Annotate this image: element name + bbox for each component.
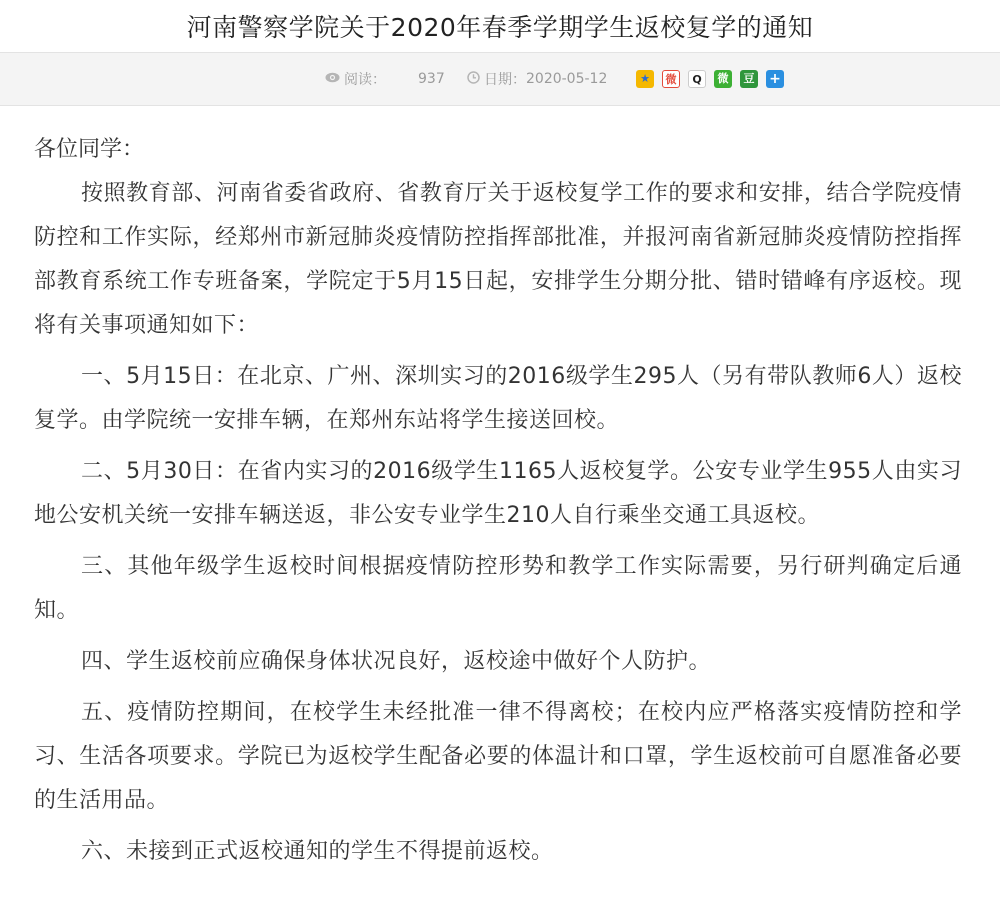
title-bar: [0, 0, 1000, 52]
date-label: 日期：: [484, 72, 526, 88]
eye-icon: [325, 71, 340, 87]
paragraph-item-2: 二、5月30日：在省内实习的2016级学生1165人返校复学。公安专业学生955人由实习地公安机关统一安排车辆送返，非公安专业学生210人自行乘坐交通工具返校。: [34, 459, 962, 528]
views-count: 937: [418, 71, 445, 87]
date-meta: [467, 69, 607, 89]
date-value: 2020-05-12: [526, 71, 608, 87]
greeting: 各位同学：: [34, 137, 145, 162]
qzone-share-icon[interactable]: ★: [636, 70, 654, 88]
article-body: [34, 128, 962, 881]
views-meta: [325, 69, 445, 89]
weibo-share-icon[interactable]: 微: [662, 70, 680, 88]
paragraph-item-5: 五、疫情防控期间，在校学生未经批准一律不得离校；在校内应严格落实疫情防控和学习、生活各项要求。学院已为返校学生配备必要的体温计和口罩，学生返校前可自愿准备必要的生活用品。: [34, 700, 962, 813]
paragraph-item-3: 三、其他年级学生返校时间根据疫情防控形势和教学工作实际需要，另行研判确定后通知。: [34, 554, 962, 623]
douban-share-icon[interactable]: 豆: [740, 70, 758, 88]
qq-share-icon[interactable]: Q: [688, 70, 706, 88]
wechat-share-icon[interactable]: 微: [714, 70, 732, 88]
paragraph-item-6: 六、未接到正式返校通知的学生不得提前返校。: [81, 839, 554, 864]
paragraph-item-4: 四、学生返校前应确保身体状况良好，返校途中做好个人防护。: [81, 649, 712, 674]
clock-icon: [467, 71, 480, 88]
meta-bar: [0, 52, 1000, 106]
paragraph-item-1: 一、5月15日：在北京、广州、深圳实习的2016级学生295人（另有带队教师6人）返校复学。由学院统一安排车辆，在郑州东站将学生接送回校。: [34, 364, 962, 433]
share-buttons: [636, 70, 792, 88]
more-share-icon[interactable]: +: [766, 70, 784, 88]
page-title: 河南警察学院关于2020年春季学期学生返校复学的通知: [186, 13, 814, 42]
views-label: 阅读：: [344, 72, 386, 88]
paragraph-intro: 按照教育部、河南省委省政府、省教育厅关于返校复学工作的要求和安排，结合学院疫情防控和工作实际，经郑州市新冠肺炎疫情防控指挥部批准，并报河南省新冠肺炎疫情防控指挥部教育系统工作专班备案，学院定于5月15日起，安排学生分期分批、错时错峰有序返校。现将有关事项通知如下：: [34, 181, 962, 338]
